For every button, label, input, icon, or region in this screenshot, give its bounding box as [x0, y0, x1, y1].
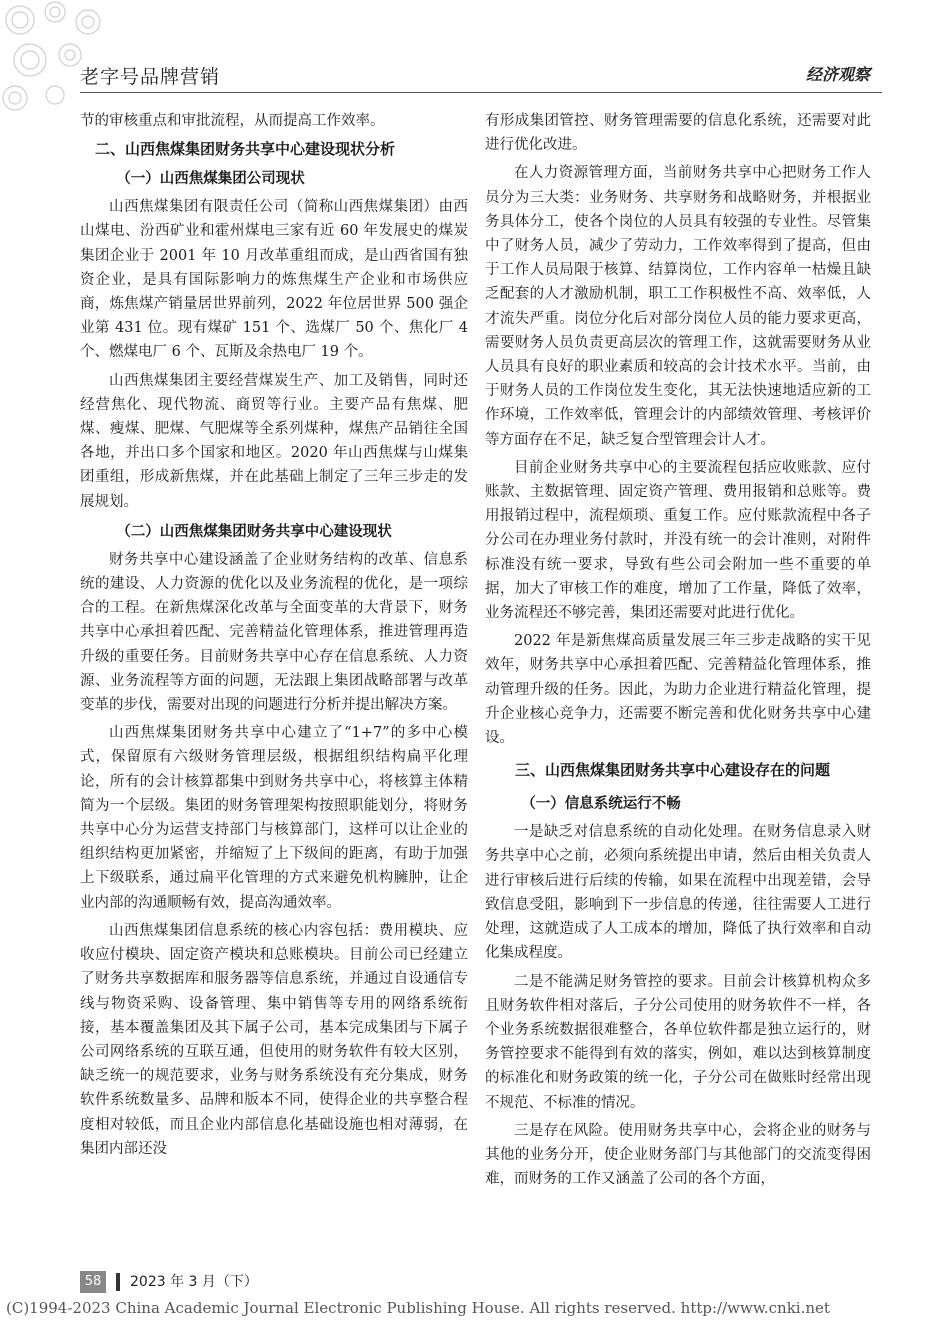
right-column [485, 109, 871, 1195]
copyright-notice: (C)1994-2023 China Academic Journal Electronic Publishing House. All rights reserved. http://www.cnki.net [6, 1299, 830, 1317]
subsection-heading: （一）山西焦煤集团公司现状 [116, 171, 305, 188]
paragraph: 三是存在风险。使用财务共享中心，会将企业的财务与其他的业务分开，使企业财务部门与其他部门的交流变得困难，而财务的工作又涵盖了公司的各个方面， [485, 1122, 871, 1188]
header-column-title: 经济观察 [805, 65, 870, 84]
subsection-heading: （二）山西焦煤集团财务共享中心建设现状 [116, 523, 392, 540]
header-divider [80, 92, 882, 93]
paragraph: 目前企业财务共享中心的主要流程包括应收账款、应付账款、主数据管理、固定资产管理、费用报销和总账等。费用报销过程中，流程烦琐、重复工作。应付账款流程中各子分公司在办理业务付款时，并没有统一的会计准则，对附件标准没有统一要求，导致有些公司会附加一些不重要的单据，加大了审核工作的难度，增加了工作量，降低了效率，业务流程还不够完善，集团还需要对此进行优化。 [485, 459, 871, 622]
paragraph: 山西焦煤集团信息系统的核心内容包括：费用模块、应收应付模块、固定资产模块和总账模块。目前公司已经建立了财务共享数据库和服务器等信息系统，并通过自设通信专线与物资采购、设备管理、集中销售等专用的网络系统衔接，基本覆盖集团及其下属子公司，基本完成集团与下属子公司网络系统的互联互通，但使用的财务软件有较大区别，缺乏统一的规范要求，业务与财务系统没有充分集成，财务软件系统数量多、品牌和版本不同，使得企业的共享整合程度相对较低，而且企业内部信息化基础设施也相对薄弱，在集团内部还没 [80, 922, 468, 1157]
footer-divider [116, 1273, 120, 1291]
section-heading: 三、山西焦煤集团财务共享中心建设存在的问题 [515, 761, 831, 780]
paragraph: 山西焦煤集团主要经营煤炭生产、加工及销售，同时还经营焦化、现代物流、商贸等行业。主要产品有焦煤、肥煤、瘦煤、肥煤、气肥煤等全系列煤种，煤焦产品销往全国各地，并出口多个国家和地区。2020 年山西焦煤与山煤集团重组，形成新焦煤，并在此基础上制定了三年三步走的发展规划。 [80, 372, 468, 510]
header-section-title: 老字号品牌营销 [80, 66, 221, 88]
page-number: 58 [80, 1271, 106, 1293]
paragraph: 2022 年是新焦煤高质量发展三年三步走战略的实干见效年，财务共享中心承担着匹配、完善精益化管理体系，推动管理升级的任务。因此，为助力企业进行精益化管理，提升企业核心竞争力，还需要不断完善和优化财务共享中心建设。 [485, 633, 871, 747]
paragraph: 财务共享中心建设涵盖了企业财务结构的改革、信息系统的建设、人力资源的优化以及业务流程的优化，是一项综合的工程。在新焦煤深化改革与全面变革的大背景下，财务共享中心承担着匹配、完善精益化管理体系，推进管理再造升级的重要任务。目前财务共享中心存在信息系统、人力资源、业务流程等方面的问题，无法跟上集团战略部署与改革变革的步伐，需要对出现的问题进行分析并提出解决方案。 [80, 551, 468, 714]
section-heading: 二、山西焦煤集团财务共享中心建设现状分析 [95, 140, 396, 159]
header-ornament [0, 0, 110, 115]
paragraph: 有形成集团管控、财务管理需要的信息化系统，还需要对此进行优化改进。 [485, 113, 871, 154]
issue-date: 2023 年 3 月（下） [130, 1274, 258, 1290]
left-column [80, 109, 468, 1165]
paragraph: 山西焦煤集团有限责任公司（简称山西焦煤集团）由西山煤电、汾西矿业和霍州煤电三家有近 60 年发展史的煤炭集团企业于 2001 年 10 月改革重组而成，是山西省国有独资企业，是具有国际影响力的炼焦煤生产企业和市场供应商，炼焦煤产销量居世界前列，2022 年位居世界 500 强企业第 431 位。现有煤矿 151 个、选煤厂 50 个、焦化厂 4 个、燃煤电厂 6 个、瓦斯及余热电厂 19 个。 [80, 199, 468, 361]
paragraph: 二是不能满足财务管控的要求。目前会计核算机构众多且财务软件相对落后，子分公司使用的财务软件不一样，各个业务系统数据很难整合，各单位软件都是独立运行的，财务管控要求不能得到有效的落实，例如，难以达到核算制度的标准化和财务政策的统一化，子分公司在做账时经常出现不规范、不标准的情况。 [485, 973, 871, 1111]
paragraph: 节的审核重点和审批流程，从而提高工作效率。 [80, 113, 385, 129]
paragraph: 山西焦煤集团财务共享中心建立了“1+7”的多中心模式，保留原有六级财务管理层级，根据组织结构扁平化理论，所有的会计核算都集中到财务共享中心，将核算主体精简为一个层级。集团的财务管理架构按照职能划分，将财务共享中心分为运营支持部门与核算部门，这样可以让企业的组织结构更加紧密，并缩短了上下级间的距离，有助于加强上下级联系，通过扁平化管理的方式来避免机构臃肿，让企业内部的沟通顺畅有效，提高沟通效率。 [80, 725, 468, 911]
paragraph: 在人力资源管理方面，当前财务共享中心把财务工作人员分为三大类：业务财务、共享财务和战略财务，并根据业务具体分工，使各个岗位的人员具有较强的专业性。尽管集中了财务人员，减少了劳动力，工作效率得到了提高，但由于工作人员局限于核算、结算岗位，工作内容单一枯燥且缺乏配套的人才激励机制，职工工作积极性不高、效率低，人才流失严重。岗位分化后对部分岗位人员的能力要求更高，需要财务人员负责更高层次的管理工作，这就需要财务从业人员具有良好的职业素质和较高的会计技术水平。当前，由于财务人员的工作岗位发生变化，其无法快速地适应新的工作环境，工作效率低，管理会计的内部绩效管理、考核评价等方面存在不足，缺乏复合型管理会计人才。 [485, 165, 871, 448]
paragraph: 一是缺乏对信息系统的自动化处理。在财务信息录入财务共享中心之前，必须向系统提出申请，然后由相关负责人进行审核后进行后续的传输，如果在流程中出现差错，会导致信息受阻，影响到下一步信息的传递，往往需要人工进行处理，这就造成了人工成本的增加，降低了执行效率和自动化集成程度。 [485, 824, 871, 962]
subsection-heading: （一）信息系统运行不畅 [521, 796, 681, 813]
